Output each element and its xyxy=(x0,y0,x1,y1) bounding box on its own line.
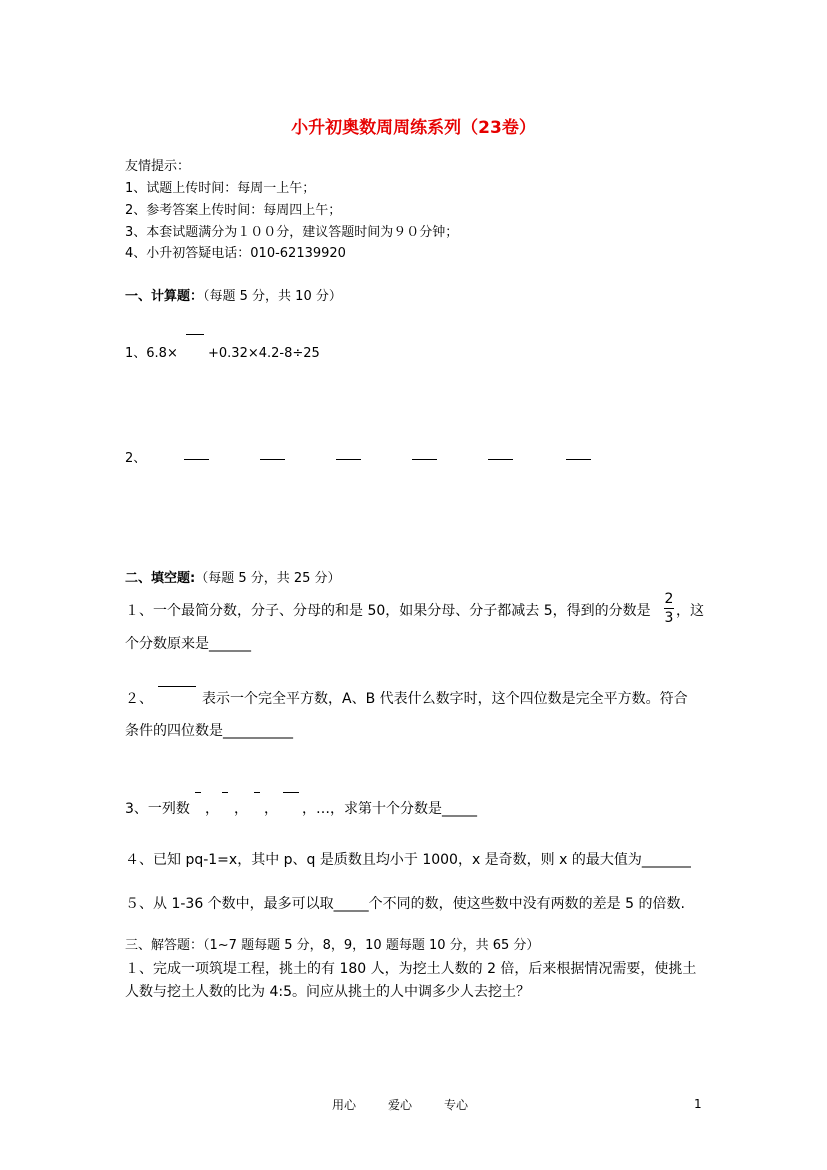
fill-q1-line1 xyxy=(125,601,651,621)
footer-item: 用心 xyxy=(332,1098,357,1112)
fill-q3-sep: ， xyxy=(205,801,219,817)
fraction-denominator: 3 xyxy=(664,610,674,626)
fraction-bar xyxy=(222,792,228,793)
page-number: 1 xyxy=(694,1097,702,1111)
section1-heading: 一、计算题： xyxy=(125,289,204,304)
fill-q1-text: １、一个最简分数，分子、分母的和是 50，如果分母、分子都减去 5，得到的分数是 xyxy=(125,603,651,619)
fill-q1-end: ，这 xyxy=(676,603,704,619)
fill-q5: ５、从 1-36 个数中，最多可以取_____个不同的数，使这些数中没有两数的差是 5 的倍数. xyxy=(125,896,685,912)
fill-q2-line1: 表示一个完全平方数，A、B 代表什么数字时，这个四位数是完全平方数。符合 xyxy=(202,691,688,707)
fraction-bar xyxy=(186,334,204,335)
fill-q3-sep: ， xyxy=(264,801,278,817)
fraction-numerator: 2 xyxy=(664,591,674,607)
fraction-bar xyxy=(488,459,513,460)
fraction-bar xyxy=(254,792,260,793)
fill-q3-suffix: ，…，求第十个分数是_____ xyxy=(302,801,477,817)
fill-q3-prefix: 3、一列数 xyxy=(125,801,190,817)
section3-heading: 三、解答题：（1~7 题每题 5 分，8，9，10 题每题 10 分，共 65 分） xyxy=(125,938,540,953)
footer-item: 专心 xyxy=(444,1098,469,1112)
fill-q1-line2: 个分数原来是______ xyxy=(125,636,251,652)
footer-item: 爱心 xyxy=(388,1098,413,1112)
tip-item: 2、参考答案上传时间：每周四上午； xyxy=(125,203,342,218)
fraction-bar xyxy=(195,792,201,793)
fraction-bar xyxy=(260,459,285,460)
fraction-bar xyxy=(412,459,437,460)
tip-item: 4、小升初答疑电话：010-62139920 xyxy=(125,246,346,261)
solve-q1-line2: 人数与挖土人数的比为 4:5。问应从挑土的人中调多少人去挖土？ xyxy=(125,984,530,1000)
section1-title xyxy=(125,288,342,306)
section1-note: （每题 5 分，共 10 分） xyxy=(203,289,342,304)
tip-item: 3、本套试题满分为１００分，建议答题时间为９０分钟； xyxy=(125,225,459,240)
fraction-bar xyxy=(184,459,209,460)
fill-q4: ４、已知 pq-1=x，其中 p、q 是质数且均小于 1000，x 是奇数，则 x 的最大值为_______ xyxy=(125,852,691,868)
fraction-bar xyxy=(664,608,674,609)
page-title: 小升初奥数周周练系列（23卷） xyxy=(291,118,536,138)
fill-q2-line2: 条件的四位数是__________ xyxy=(125,723,293,739)
fraction-bar xyxy=(283,792,299,793)
tips-heading: 友情提示： xyxy=(125,159,191,174)
solve-q1-line1: １、完成一项筑堤工程，挑土的有 180 人，为挖土人数的 2 倍，后来根据情况需要，使挑土 xyxy=(125,961,697,977)
fraction-bar xyxy=(336,459,361,460)
section2-heading: 二、填空题: xyxy=(125,571,196,586)
calc-q1-suffix: +0.32×4.2-8÷25 xyxy=(208,346,320,361)
section2-note: （每题 5 分，共 25 分） xyxy=(195,571,341,586)
fill-q2-prefix: ２、 xyxy=(125,691,153,707)
section2-title xyxy=(125,570,341,588)
calc-q1-prefix: 1、6.8× xyxy=(125,346,178,361)
fill-q3-sep: ， xyxy=(234,801,248,817)
tip-item: 1、试题上传时间：每周一上午； xyxy=(125,181,316,196)
calc-q2-prefix: 2、 xyxy=(125,451,147,466)
overline xyxy=(158,686,196,687)
fraction-2-3 xyxy=(664,592,674,625)
fraction-bar xyxy=(566,459,591,460)
